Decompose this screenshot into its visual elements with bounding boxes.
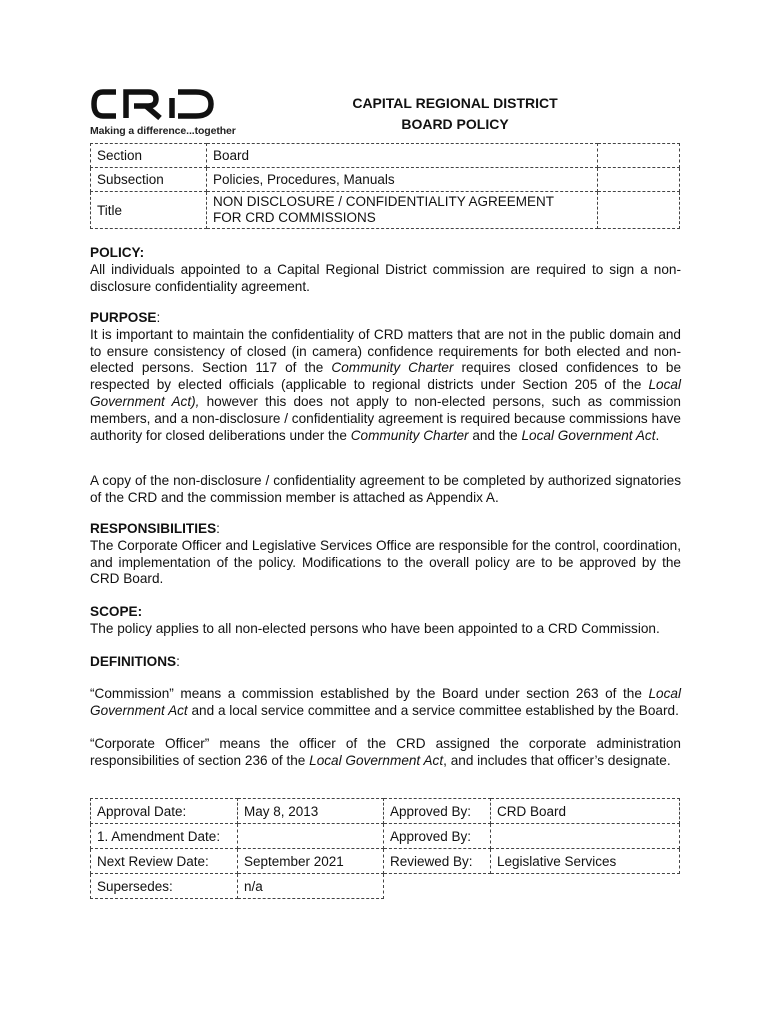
section-value: Board <box>207 144 598 168</box>
definitions-section <box>90 654 681 671</box>
text-run: and a local service committee and a service committee established by the Board. <box>187 702 679 718</box>
empty-cell <box>598 144 680 168</box>
scope-heading: SCOPE: <box>90 604 143 619</box>
policy-text: All individuals appointed to a Capital Regional District commission are required to sign a non-disclosure confidentiality agreement. <box>90 261 681 294</box>
table-row <box>91 849 680 874</box>
approved-by-label: Approved By: <box>384 799 491 824</box>
section-label: Section <box>91 144 207 168</box>
table-row <box>91 874 680 899</box>
text-run: “Corporate Officer” means the officer of the CRD assigned the corporate administration responsibilities of section 236 of the <box>90 736 681 768</box>
text-run: . <box>655 427 660 443</box>
text-run: “Commission” means a commission established by the Board under section 263 of the <box>90 686 649 701</box>
next-review-value: September 2021 <box>238 849 384 874</box>
scope-section <box>90 604 681 638</box>
empty-cell <box>598 168 680 192</box>
appendix-text: A copy of the non-disclosure / confidentiality agreement to be completed by authorized signatories of the CRD and the commission member is attached as Appendix A. <box>90 473 681 505</box>
table-row <box>91 799 680 824</box>
text-run: and the <box>468 427 522 443</box>
text-run: It is important to maintain the confidentiality of CRD matters that are not in the public domain and to ensure consistency of closed (in camera) confidence requirements for both elected and non-elected persons. Section 117 of the <box>90 326 681 376</box>
logo-tagline: Making a difference...together <box>90 125 236 137</box>
responsibilities-heading: RESPONSIBILITIES <box>90 521 217 536</box>
title-value-line1: NON DISCLOSURE / CONFIDENTIALITY AGREEMENT <box>213 194 555 209</box>
definitions-heading: DEFINITIONS <box>90 654 177 669</box>
italic-run: Community Charter <box>331 360 454 376</box>
italic-run: Local Government Act <box>90 686 681 718</box>
document-title-line2: BOARD POLICY <box>401 116 509 132</box>
responsibilities-heading-line: RESPONSIBILITIES: <box>90 521 220 536</box>
definition-text <box>90 736 681 770</box>
approved-by-value <box>491 824 680 849</box>
text-run: however this does not apply to non-elected persons, such as commission members, and a non-disclosure / confidentiality agreement is required because commissions have authority for closed deliberations under the <box>90 393 681 443</box>
supersedes-label: Supersedes: <box>91 874 238 899</box>
title-value <box>207 192 598 229</box>
approval-table <box>90 798 680 899</box>
text-run: requires closed confidences to be respected by elected officials (applicable to regional districts under Section 205 of the <box>90 360 682 393</box>
definitions-heading-line: DEFINITIONS: <box>90 654 180 669</box>
purpose-section <box>90 310 681 444</box>
appendix-paragraph <box>90 473 681 507</box>
approval-date-label: Approval Date: <box>91 799 238 824</box>
purpose-paragraph <box>90 327 681 445</box>
table-row <box>91 192 680 229</box>
responsibilities-text: The Corporate Officer and Legislative Services Office are responsible for the control, coordination, and implementation of the policy. Modifications to the overall policy are to be approved by the CRD Board. <box>90 537 681 587</box>
supersedes-value: n/a <box>238 874 384 899</box>
definition-commission <box>90 686 681 720</box>
approved-by-value: CRD Board <box>491 799 680 824</box>
italic-run: Local Government Act), <box>90 377 681 409</box>
reviewed-by-label: Reviewed By: <box>384 849 491 874</box>
italic-run: Local Government Act <box>309 752 444 768</box>
approved-by-label: Approved By: <box>384 824 491 849</box>
scope-text: The policy applies to all non-elected persons who have been appointed to a CRD Commission. <box>90 620 660 636</box>
purpose-heading-line: PURPOSE: <box>90 310 161 325</box>
policy-section <box>90 245 681 295</box>
title-label: Title <box>91 192 207 229</box>
reviewed-by-value: Legislative Services <box>491 849 680 874</box>
approval-date-value: May 8, 2013 <box>238 799 384 824</box>
italic-run: Local Government Act <box>521 427 656 443</box>
table-row <box>91 824 680 849</box>
definition-text <box>90 686 681 720</box>
amendment-date-label: 1. Amendment Date: <box>91 824 238 849</box>
subsection-value: Policies, Procedures, Manuals <box>207 168 598 192</box>
amendment-date-value <box>238 824 384 849</box>
document-title-line1: CAPITAL REGIONAL DISTRICT <box>352 95 558 111</box>
empty-cell <box>598 192 680 229</box>
table-row <box>91 144 680 168</box>
purpose-heading: PURPOSE <box>90 310 157 325</box>
text-run: , and includes that officer’s designate. <box>443 752 671 768</box>
italic-run: Community Charter <box>350 427 469 443</box>
subsection-label: Subsection <box>91 168 207 192</box>
empty-cell <box>384 874 680 899</box>
next-review-label: Next Review Date: <box>91 849 238 874</box>
policy-heading: POLICY: <box>90 245 145 260</box>
title-value-line2: FOR CRD COMMISSIONS <box>213 210 376 225</box>
table-row <box>91 168 680 192</box>
policy-meta-table <box>90 143 680 229</box>
definition-corporate-officer <box>90 736 681 770</box>
responsibilities-section <box>90 521 681 588</box>
